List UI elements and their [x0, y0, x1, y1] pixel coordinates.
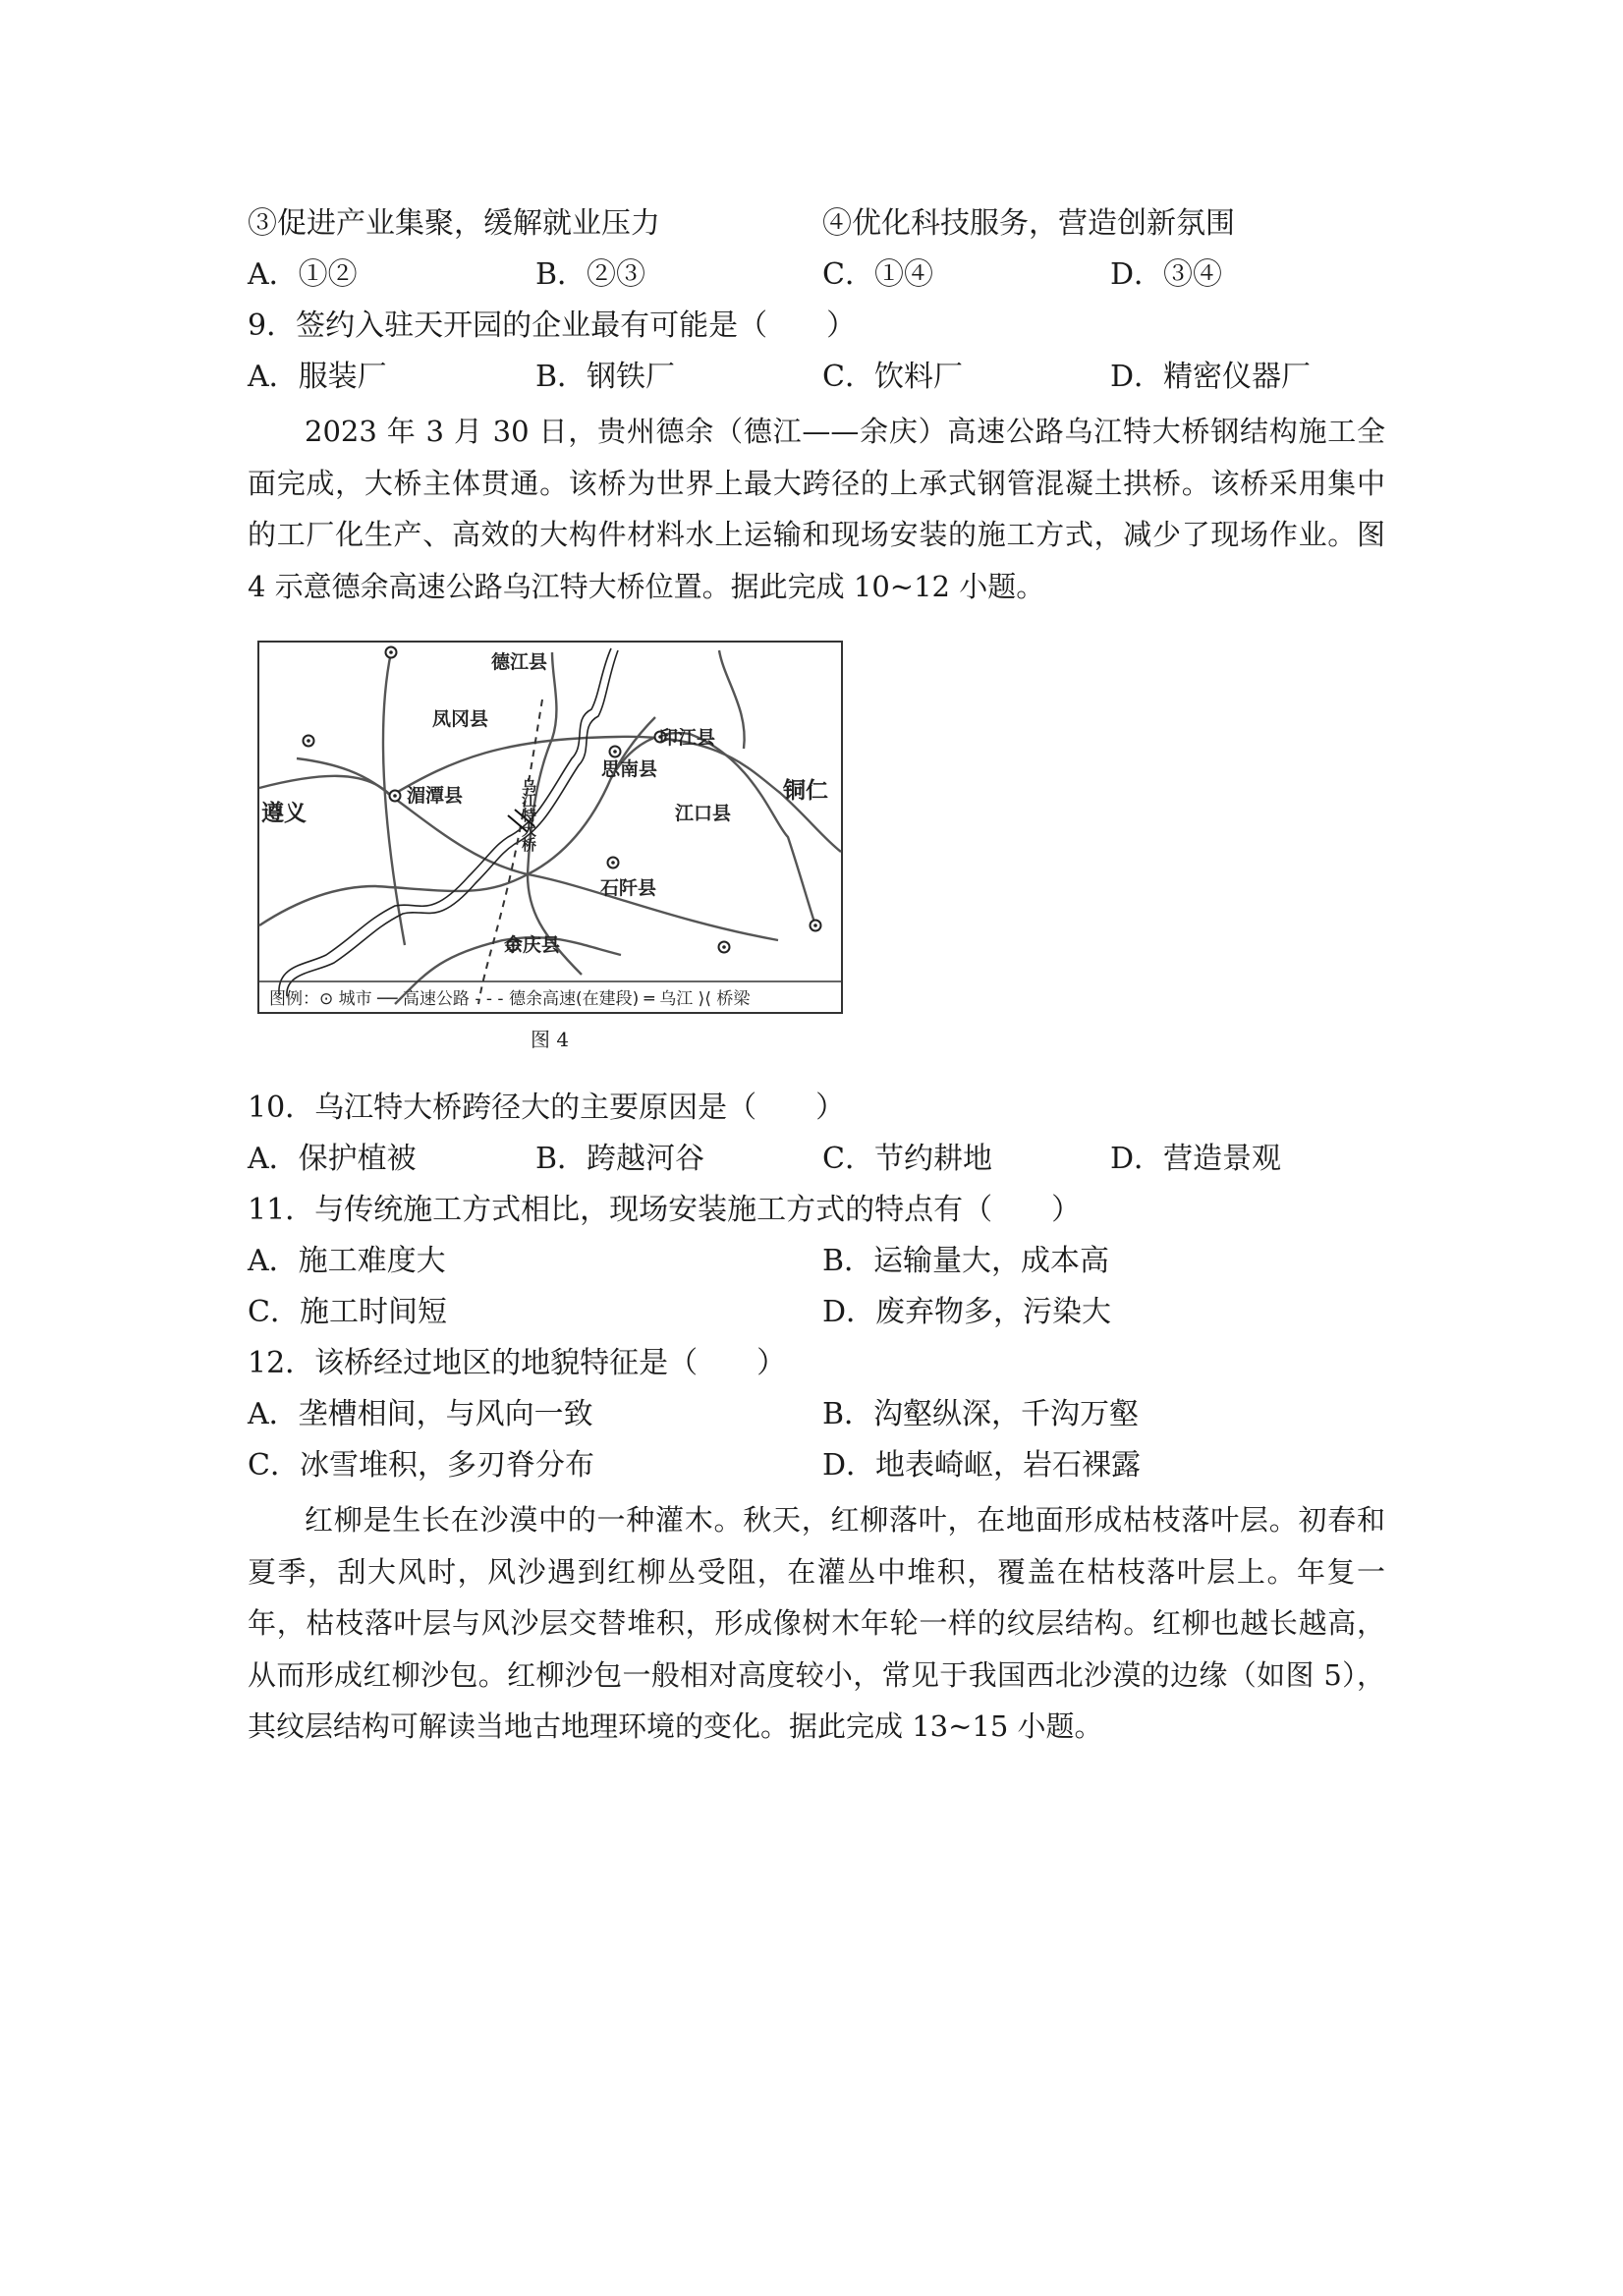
- q8-option-4: ④优化科技服务，营造创新氛围: [822, 206, 1235, 241]
- q12-choice-d: D．地表崎岖，岩石裸露: [822, 1448, 1142, 1483]
- label-fenggang: 凤冈县: [432, 708, 489, 730]
- label-wujiang-bridge: 乌江特大桥: [520, 778, 537, 852]
- passage-bridge: 2023 年 3 月 30 日，贵州德余（德江——余庆）高速公路乌江特大桥钢结构施工全面完成，大桥主体贯通。该桥为世界上最大跨径的上承式钢管混凝土拱桥。该桥采用集中的工厂化生产、高效的大构件材料水上运输和现场安装的施工方式，减少了现场作业。图 4 示意德余高速公路乌江特大桥位置。据此完成 10~12 小题。: [248, 415, 1385, 603]
- q11-stem: 11．与传统施工方式相比，现场安装施工方式的特点有（ ）: [248, 1193, 1082, 1227]
- figure-4-map: [257, 641, 843, 1014]
- q11-choice-a: A．施工难度大: [248, 1244, 446, 1278]
- label-jiangkou: 江口县: [675, 803, 732, 824]
- q12-choice-c: C．冰雪堆积，多刃脊分布: [248, 1448, 594, 1483]
- q12-stem: 12．该桥经过地区的地貌特征是（ ）: [248, 1346, 787, 1380]
- label-yinjiang: 印江县: [659, 727, 716, 749]
- label-tongren: 铜仁: [783, 778, 828, 804]
- q10-choice-a: A．保护植被: [248, 1142, 417, 1176]
- q9-choice-d: D．精密仪器厂: [1110, 360, 1312, 394]
- q9-choice-a: A．服装厂: [248, 360, 387, 394]
- q10-choice-b: B．跨越河谷: [535, 1142, 705, 1176]
- q9-choice-c: C．饮料厂: [822, 360, 963, 394]
- label-shiqian: 石阡县: [600, 877, 657, 899]
- label-zunyi: 遵义: [261, 801, 307, 826]
- label-meitan: 湄潭县: [407, 785, 464, 807]
- q8-choice-b: B．②③: [535, 257, 646, 292]
- q8-option-3: ③促进产业集聚，缓解就业压力: [248, 206, 660, 241]
- passage-red-willow: 红柳是生长在沙漠中的一种灌木。秋天，红柳落叶，在地面形成枯枝落叶层。初春和夏季，刮大风时，风沙遇到红柳丛受阻，在灌丛中堆积，覆盖在枯枝落叶层上。年复一年，枯枝落叶层与风沙层交替堆积，形成像树木年轮一样的纹层结构。红柳也越长越高，从而形成红柳沙包。红柳沙包一般相对高度较小，常见于我国西北沙漠的边缘（如图 5），其纹层结构可解读当地古地理环境的变化。据此完成 13~15 小题。: [248, 1503, 1385, 1743]
- q9-choice-b: B．钢铁厂: [535, 360, 676, 394]
- q8-choice-a: A．①②: [248, 257, 358, 292]
- q10-stem: 10．乌江特大桥跨径大的主要原因是（ ）: [248, 1091, 846, 1125]
- q12-choice-b: B．沟壑纵深，千沟万壑: [822, 1397, 1140, 1431]
- figure-4-caption: 图 4: [531, 1028, 570, 1051]
- q8-choice-c: C．①④: [822, 257, 933, 292]
- label-dejiang: 德江县: [491, 651, 548, 673]
- q10-choice-c: C．节约耕地: [822, 1142, 992, 1176]
- label-sinan: 思南县: [601, 758, 658, 780]
- q12-choice-a: A．垄槽相间，与风向一致: [248, 1397, 593, 1431]
- map-legend: 图例：⊙ 城市 ── 高速公路 - - - 德余高速(在建段) ═ 乌江 ⟩⟨ 桥梁: [269, 989, 751, 1009]
- q8-choice-d: D．③④: [1110, 257, 1223, 292]
- q9-stem: 9．签约入驻天开园的企业最有可能是（ ）: [248, 308, 857, 343]
- q10-choice-d: D．营造景观: [1110, 1142, 1282, 1176]
- label-yuqing: 余庆县: [504, 934, 561, 956]
- q11-choice-d: D．废弃物多，污染大: [822, 1295, 1112, 1329]
- q11-choice-b: B．运输量大，成本高: [822, 1244, 1110, 1278]
- q11-choice-c: C．施工时间短: [248, 1295, 447, 1329]
